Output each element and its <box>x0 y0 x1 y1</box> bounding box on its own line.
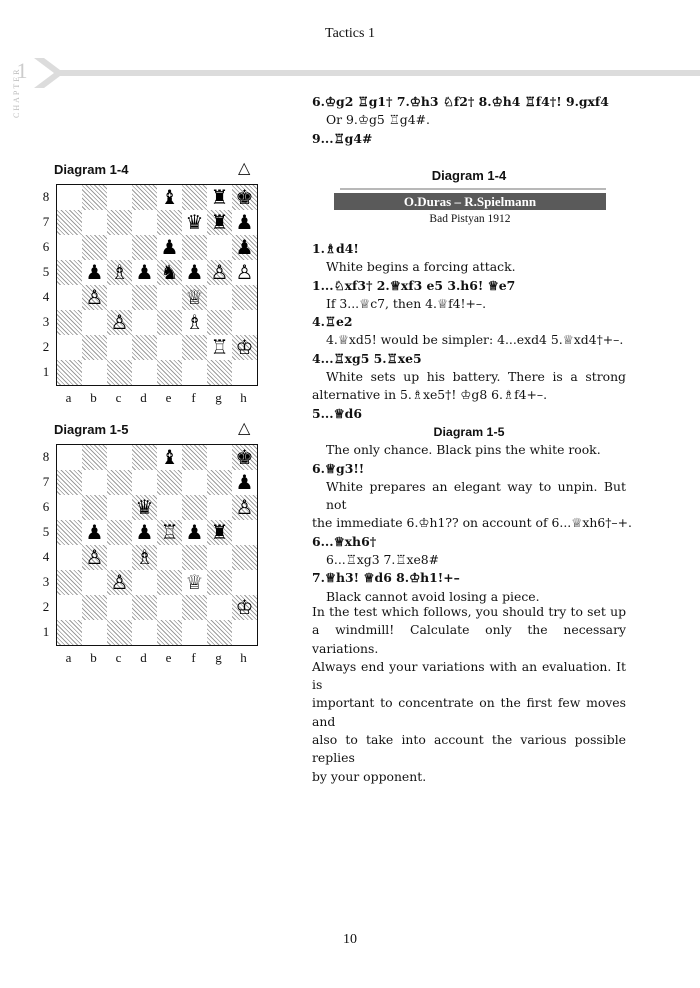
board-square <box>57 235 82 260</box>
board-square <box>157 620 182 645</box>
board-square <box>207 495 232 520</box>
board-square <box>207 545 232 570</box>
white-to-move-icon: △ <box>238 158 251 177</box>
comment-line: the immediate 6.♔h1?? on account of 6...♕xh6†–+. <box>312 515 632 531</box>
board-square <box>82 620 107 645</box>
board-square <box>182 595 207 620</box>
board-square <box>232 545 257 570</box>
board-square <box>182 335 207 360</box>
board-square <box>157 210 182 235</box>
file-label: a <box>65 390 72 405</box>
paragraph-line: important to concentrate on the first few moves and <box>312 695 626 729</box>
diagram-title: Diagram 1-4 <box>54 162 129 177</box>
file-label: b <box>90 650 97 665</box>
diagram-reference: Diagram 1-4 <box>431 168 507 183</box>
chess-piece-b4: ♙ <box>85 545 104 569</box>
rank-label: 5 <box>42 524 50 539</box>
board-square <box>107 235 132 260</box>
board-square <box>82 210 107 235</box>
board-square <box>132 235 157 260</box>
page-number: 10 <box>343 932 357 947</box>
comment-line: White begins a forcing attack. <box>326 259 516 275</box>
board-square <box>82 495 107 520</box>
board-square <box>107 545 132 570</box>
board-square <box>232 570 257 595</box>
file-label: c <box>115 650 122 665</box>
board-square <box>82 235 107 260</box>
game-header-rule <box>340 188 606 190</box>
chess-piece-d4: ♗ <box>135 545 154 569</box>
board-square <box>207 360 232 385</box>
chess-piece-h7: ♟ <box>235 470 254 494</box>
chess-piece-f5: ♟ <box>185 520 204 544</box>
comment-line: 6...♖xg3 7.♖xe8# <box>326 552 440 568</box>
rank-label: 8 <box>42 449 50 464</box>
chess-piece-d5: ♟ <box>135 260 154 284</box>
board-square <box>57 470 82 495</box>
board-square <box>57 360 82 385</box>
paragraph-line: Always end your variations with an evaluation. It is <box>312 658 626 693</box>
board-square <box>157 570 182 595</box>
game-players: O.Duras – R.Spielmann <box>334 193 606 210</box>
board-square <box>82 185 107 210</box>
chess-piece-h8: ♚ <box>235 185 254 209</box>
rank-label: 6 <box>42 239 50 254</box>
diagram-1-5 <box>40 418 280 672</box>
chess-piece-e5: ♞ <box>160 260 179 284</box>
board-square <box>82 360 107 385</box>
game-event: Bad Pistyan 1912 <box>429 213 511 225</box>
board-square <box>207 470 232 495</box>
file-label: g <box>215 390 222 405</box>
chess-piece-g5: ♙ <box>210 260 229 284</box>
move-line: 4...♖xg5 5.♖xe5 <box>312 350 422 366</box>
rank-label: 2 <box>42 599 50 614</box>
board-square <box>157 495 182 520</box>
board-square <box>132 620 157 645</box>
board-square <box>132 360 157 385</box>
board-square <box>57 595 82 620</box>
comment-line: If 3...♕c7, then 4.♕f4!+–. <box>326 295 487 311</box>
board-square <box>207 310 232 335</box>
paragraph-line: by your opponent. <box>312 768 427 784</box>
chess-piece-g7: ♜ <box>210 210 229 234</box>
board-square <box>157 470 182 495</box>
diagram-1-4 <box>40 158 280 412</box>
file-label: d <box>140 390 147 405</box>
chess-piece-b5: ♟ <box>85 520 104 544</box>
board-square <box>107 495 132 520</box>
chess-piece-f7: ♛ <box>185 210 204 234</box>
board-square <box>182 360 207 385</box>
chapter-banner <box>34 58 700 88</box>
comment-line: alternative in 5.♗xe5†! ♔g8 6.♗f4+–. <box>312 387 548 403</box>
board-square <box>57 335 82 360</box>
chess-piece-f5: ♟ <box>185 260 204 284</box>
chess-piece-e5: ♖ <box>160 520 179 544</box>
chess-piece-e8: ♝ <box>160 185 179 209</box>
file-label: b <box>90 390 97 405</box>
board-square <box>107 470 132 495</box>
board-square <box>232 310 257 335</box>
board-square <box>132 310 157 335</box>
board-square <box>82 470 107 495</box>
board-square <box>182 620 207 645</box>
chess-board <box>56 184 258 386</box>
board-square <box>107 360 132 385</box>
comment-line: White prepares an elegant way to unpin. But not <box>326 478 626 513</box>
file-label: f <box>191 650 196 665</box>
rank-label: 4 <box>42 549 50 564</box>
paragraph-line: also to take into account the various possible replies <box>312 732 626 766</box>
board-square <box>207 235 232 260</box>
diagram-title: Diagram 1-5 <box>54 422 129 437</box>
comment-line: Or 9.♔g5 ♖g4#. <box>326 112 430 128</box>
board-square <box>182 235 207 260</box>
chess-piece-c3: ♙ <box>110 310 129 334</box>
board-square <box>232 285 257 310</box>
board-square <box>157 360 182 385</box>
chess-piece-g5: ♜ <box>210 520 229 544</box>
board-square <box>207 570 232 595</box>
board-square <box>82 310 107 335</box>
board-square <box>182 470 207 495</box>
board-square <box>132 285 157 310</box>
rank-label: 3 <box>42 574 50 589</box>
chess-piece-h5: ♙ <box>235 260 254 284</box>
chess-piece-d6: ♛ <box>135 495 154 519</box>
board-square <box>107 185 132 210</box>
chess-piece-h6: ♙ <box>235 495 254 519</box>
white-to-move-icon: △ <box>238 418 251 437</box>
rank-label: 3 <box>42 314 50 329</box>
board-square <box>207 285 232 310</box>
board-square <box>82 445 107 470</box>
board-square <box>132 335 157 360</box>
file-label: g <box>215 650 222 665</box>
chess-piece-c5: ♗ <box>110 260 129 284</box>
move-line: 6.♕g3!! <box>312 460 365 476</box>
chapter-tab <box>10 30 34 120</box>
chapter-label: CHAPTER <box>12 67 21 118</box>
board-square <box>182 545 207 570</box>
board-square <box>57 570 82 595</box>
comment-line: 4.♕xd5! would be simpler: 4...exd4 5.♕xd4†+–. <box>326 332 624 348</box>
move-line: 4.♖e2 <box>312 314 353 330</box>
rank-label: 7 <box>42 474 50 489</box>
chess-piece-h6: ♟ <box>235 235 254 259</box>
chess-piece-f3: ♕ <box>185 570 204 594</box>
file-label: a <box>65 650 72 665</box>
chess-piece-g8: ♜ <box>210 185 229 209</box>
board-square <box>207 445 232 470</box>
chess-piece-h2: ♔ <box>235 335 254 359</box>
board-square <box>82 595 107 620</box>
board-square <box>157 545 182 570</box>
comment-line: Black cannot avoid losing a piece. <box>326 588 540 604</box>
paragraph-line: a windmill! Calculate only the necessary variations. <box>312 622 626 656</box>
rank-label: 4 <box>42 289 50 304</box>
board-square <box>207 620 232 645</box>
board-square <box>157 285 182 310</box>
running-header: Tactics 1 <box>325 26 375 41</box>
board-square <box>57 520 82 545</box>
rank-label: 1 <box>42 364 50 379</box>
board-square <box>182 185 207 210</box>
board-square <box>57 285 82 310</box>
board-square <box>182 445 207 470</box>
board-square <box>107 520 132 545</box>
board-square <box>107 210 132 235</box>
closing-paragraph <box>312 603 626 786</box>
move-line: 6.♔g2 ♖g1† 7.♔h3 ♘f2† 8.♔h4 ♖f4†! 9.gxf4 <box>312 94 609 109</box>
rank-label: 5 <box>42 264 50 279</box>
file-label: e <box>165 390 172 405</box>
move-line: 7.♕h3! ♕d6 8.♔h1!+– <box>312 570 460 586</box>
move-line: 1...♘xf3† 2.♕xf3 e5 3.h6! ♕e7 <box>312 277 516 293</box>
chess-piece-h7: ♟ <box>235 210 254 234</box>
board-square <box>232 620 257 645</box>
chess-piece-e8: ♝ <box>160 445 179 469</box>
board-square <box>107 285 132 310</box>
chess-piece-g2: ♖ <box>210 335 229 359</box>
rank-label: 6 <box>42 499 50 514</box>
board-square <box>57 260 82 285</box>
diagram-reference: Diagram 1-5 <box>433 424 505 439</box>
game-annotation <box>312 240 632 606</box>
board-square <box>82 570 107 595</box>
board-square <box>182 495 207 520</box>
board-square <box>57 445 82 470</box>
chess-piece-f4: ♕ <box>185 285 204 309</box>
file-label: h <box>240 390 247 405</box>
board-square <box>107 445 132 470</box>
move-line: 1.♗d4! <box>312 241 359 256</box>
text-column-top <box>312 93 626 148</box>
board-square <box>57 620 82 645</box>
board-square <box>132 570 157 595</box>
chess-piece-h8: ♚ <box>235 445 254 469</box>
board-square <box>132 595 157 620</box>
chess-piece-f3: ♗ <box>185 310 204 334</box>
board-square <box>57 545 82 570</box>
chess-piece-d5: ♟ <box>135 520 154 544</box>
board-square <box>107 620 132 645</box>
chess-board <box>56 444 258 646</box>
board-square <box>132 470 157 495</box>
board-square <box>232 360 257 385</box>
board-square <box>57 310 82 335</box>
board-square <box>207 595 232 620</box>
board-square <box>107 595 132 620</box>
board-square <box>132 185 157 210</box>
chess-piece-b5: ♟ <box>85 260 104 284</box>
chapter-number: 1 <box>16 58 28 83</box>
board-square <box>157 335 182 360</box>
board-square <box>57 210 82 235</box>
board-square <box>157 310 182 335</box>
comment-line: White sets up his battery. There is a strong <box>326 369 626 385</box>
chess-piece-e6: ♟ <box>160 235 179 259</box>
move-line: 6...♕xh6† <box>312 533 377 549</box>
file-label: d <box>140 650 147 665</box>
chess-piece-b4: ♙ <box>85 285 104 309</box>
file-label: c <box>115 390 122 405</box>
board-square <box>232 520 257 545</box>
file-label: h <box>240 650 247 665</box>
file-label: e <box>165 650 172 665</box>
board-square <box>132 210 157 235</box>
rank-label: 7 <box>42 214 50 229</box>
board-square <box>157 595 182 620</box>
board-square <box>107 335 132 360</box>
chess-piece-h2: ♔ <box>235 595 254 619</box>
board-square <box>57 495 82 520</box>
move-line: 9...♖g4# <box>312 130 373 146</box>
board-square <box>132 445 157 470</box>
rank-label: 8 <box>42 189 50 204</box>
move-line: 5...♕d6 <box>312 405 362 421</box>
rank-label: 1 <box>42 624 50 639</box>
comment-line: The only chance. Black pins the white rook. <box>326 442 601 458</box>
rank-label: 2 <box>42 339 50 354</box>
file-label: f <box>191 390 196 405</box>
paragraph-line: In the test which follows, you should try to set up <box>312 604 626 619</box>
board-square <box>57 185 82 210</box>
board-square <box>82 335 107 360</box>
chess-piece-c3: ♙ <box>110 570 129 594</box>
